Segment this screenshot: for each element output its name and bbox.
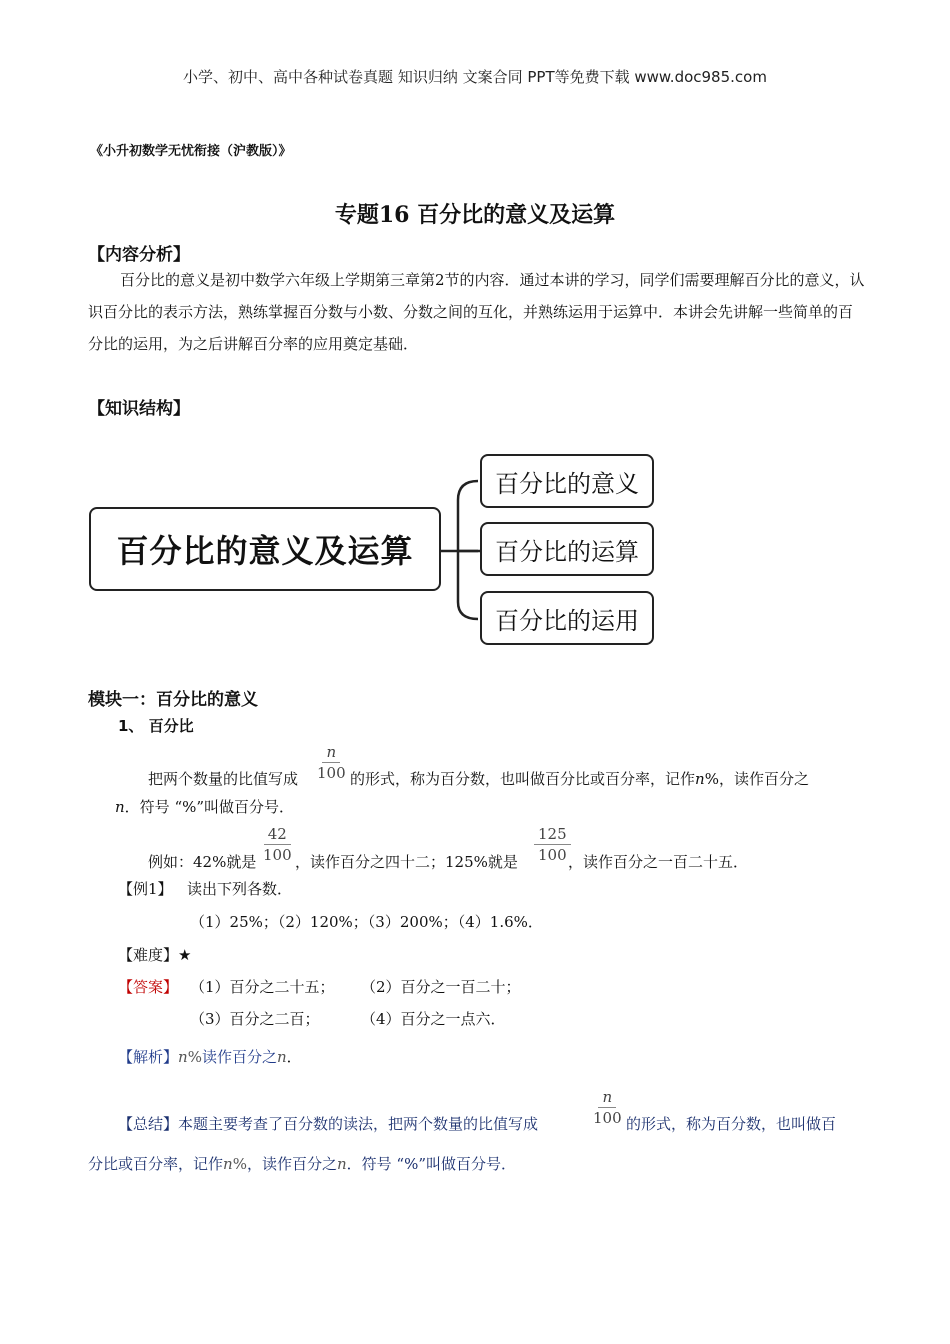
example-part-c: ，读作百分之一百二十五． (568, 853, 749, 871)
analysis-label: 【解析】 (118, 1048, 179, 1066)
fraction-denominator: 100 (317, 764, 346, 782)
site-header: 小学、初中、高中各种试卷真题 知识归纳 文案合同 PPT等免费下载 www.doc985.com (183, 68, 767, 86)
answer-3: （3）百分之二百； (190, 1010, 320, 1028)
mindmap-branch-application: 百分比的运用 (480, 591, 654, 645)
example1-label: 【例1】 (118, 880, 173, 898)
summary-text-a: 本题主要考查了百分数的读法，把两个数量的比值写成 (178, 1115, 539, 1133)
definition-n: n (695, 770, 705, 788)
fraction-125-over-100 (534, 826, 571, 863)
fraction-denominator: 100 (538, 846, 567, 864)
page-title: 专题16 百分比的意义及运算 (334, 202, 616, 228)
example1-items: （1）25%；（2）120%；（3）200%；（4）1.6%． (190, 913, 543, 931)
answer-1: （1）百分之二十五； (190, 978, 335, 996)
mindmap-branch-meaning: 百分比的意义 (480, 454, 654, 508)
mindmap-root: 百分比的意义及运算 (89, 507, 441, 591)
percent-subheading: 1、 百分比 (118, 717, 194, 735)
analysis-text: 读作百分之 (201, 1048, 277, 1066)
summary-n-2: n (336, 1155, 347, 1173)
knowledge-structure-heading: 【知识结构】 (88, 399, 190, 419)
analysis-row (118, 1046, 302, 1067)
analysis-percent: % (187, 1048, 202, 1066)
difficulty-row (118, 944, 191, 965)
definition-line2 (115, 796, 294, 817)
definition-text-b: 的形式，称为百分数，也叫做百分比或百分率，记作 (350, 770, 696, 788)
analysis-n: n (178, 1048, 188, 1066)
example-part-a: 例如：42%就是 (148, 853, 257, 871)
summary-line1-b: 的形式，称为百分数，也叫做百 (626, 1115, 837, 1133)
summary-text-e: ．符号 “%”叫做百分号． (346, 1155, 516, 1173)
example-part-b: ，读作百分之四十二；125%就是 (295, 853, 518, 871)
definition-part-b (350, 768, 809, 789)
fraction-numerator: n (598, 1089, 616, 1108)
summary-text-d: ，读作百分之 (246, 1155, 337, 1173)
fraction-numerator: 42 (264, 826, 291, 845)
mindmap-branch-operation: 百分比的运算 (480, 522, 654, 576)
definition-part-a: 把两个数量的比值写成 (148, 770, 299, 788)
summary-percent: % (232, 1155, 247, 1173)
definition-text-c: %，读作百分之 (704, 770, 809, 788)
answer-4: （4）百分之一点六． (361, 1010, 506, 1028)
fraction-denominator: 100 (263, 846, 292, 864)
analysis-end: ． (286, 1048, 302, 1066)
definition-text-d: ．符号 “%”叫做百分号． (124, 798, 295, 816)
answer-2: （2）百分之一百二十； (361, 978, 521, 996)
module1-heading: 模块一：百分比的意义 (88, 690, 258, 710)
fraction-42-over-100 (263, 826, 292, 863)
example1-prompt: 读出下列各数． (187, 880, 293, 898)
answer-label: 【答案】 (118, 978, 179, 996)
summary-label: 【总结】 (118, 1115, 179, 1133)
analysis-n-2: n (276, 1048, 287, 1066)
summary-text-c: 分比或百分率，记作 (88, 1155, 224, 1173)
summary-fraction-n-over-100 (593, 1089, 622, 1126)
definition-n-2: n (115, 798, 125, 816)
fraction-numerator: n (322, 744, 340, 763)
fraction-numerator: 125 (534, 826, 571, 845)
star-icon: ★ (178, 946, 192, 964)
series-title: 《小升初数学无忧衔接（沪教版）》 (90, 144, 292, 159)
fraction-denominator: 100 (593, 1109, 622, 1127)
content-analysis-heading: 【内容分析】 (88, 245, 190, 265)
summary-line1-a (118, 1113, 538, 1134)
difficulty-label: 【难度】 (118, 946, 179, 964)
summary-n: n (223, 1155, 233, 1173)
fraction-n-over-100 (317, 744, 346, 781)
content-analysis-text: 百分比的意义是初中数学六年级上学期第三章第2节的内容．通过本讲的学习，同学们需要理解百分比的意义，认识百分比的表示方法，熟练掌握百分数与小数、分数之间的互化，并熟练运用于运算中．本讲会先讲解一些简单的百分比的运用，为之后讲解百分率的应用奠定基础． (88, 271, 865, 353)
summary-line2 (88, 1153, 516, 1174)
